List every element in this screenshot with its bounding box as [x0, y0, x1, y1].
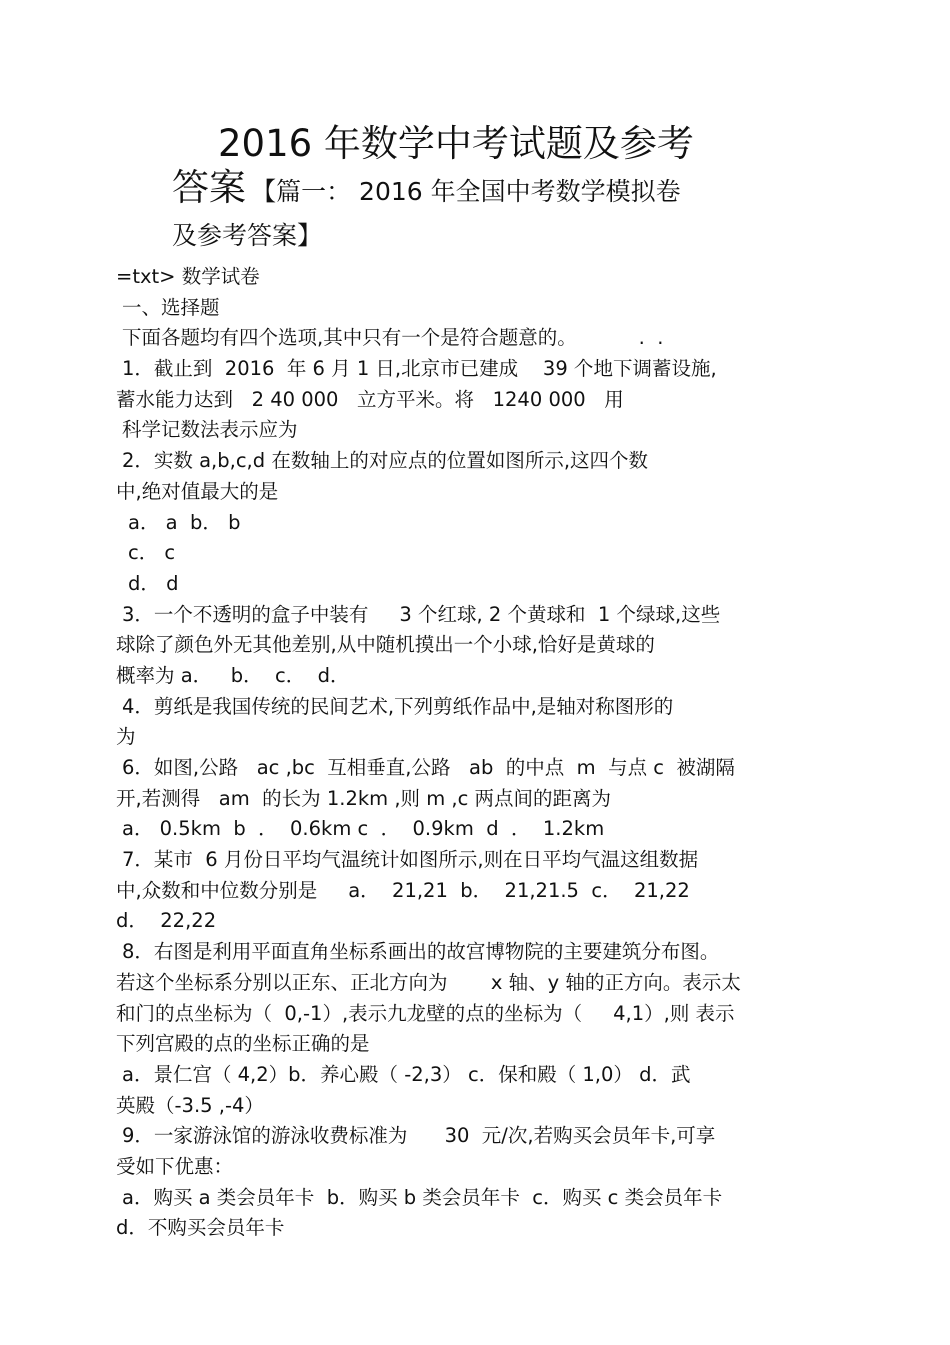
text-line: 下列宫殿的点的坐标正确的是 — [116, 1032, 370, 1056]
text-line: 受如下优惠： — [116, 1154, 234, 1178]
text-line: =txt> 数学试卷 — [116, 265, 260, 288]
text-line: 英殿（-3.5 ,-4） — [116, 1093, 264, 1117]
text-line: 2．实数 a,b,c,d 在数轴上的对应点的位置如图所示,这四个数 — [122, 449, 649, 473]
text-line: a． a b． b — [128, 510, 241, 534]
title-line-2-rest: 【篇一： 2016 年全国中考数学模拟卷 — [251, 177, 681, 206]
text-line: a． 0.5km b ． 0.6km c ． 0.9km d ． 1.2km — [122, 817, 605, 841]
text-line: 7．某市 6 月份日平均气温统计如图所示,则在日平均气温这组数据 — [122, 848, 699, 872]
title-line-2 — [172, 166, 772, 217]
text-line: 8．右图是利用平面直角坐标系画出的故宫博物院的主要建筑分布图。 — [122, 940, 720, 964]
text-line: 若这个坐标系分别以正东、正北方向为 x 轴、y 轴的正方向。表示太 — [116, 970, 741, 994]
text-line: 为 — [116, 725, 136, 749]
text-line: 和门的点坐标为（ 0,-1）,表示九龙壁的点的坐标为（ 4,1）,则 表示 — [116, 1001, 735, 1025]
text-line: 一、选择题 — [122, 295, 220, 319]
text-line: 4．剪纸是我国传统的民间艺术,下列剪纸作品中,是轴对称图形的 — [122, 694, 674, 718]
text-line: 球除了颜色外无其他差别,从中随机摸出一个小球,恰好是黄球的 — [116, 633, 655, 657]
text-line: d． d — [128, 571, 179, 595]
text-line: 下面各题均有四个选项,其中只有一个是符合题意的。 . . — [122, 326, 664, 350]
text-line: c． c — [128, 541, 176, 565]
text-line: 中,众数和中位数分别是 a． 21,21 b． 21,21.5 c． 21,22 — [116, 878, 690, 902]
document-body — [116, 262, 816, 1244]
text-line: 6．如图,公路 ac ,bc 互相垂直,公路 ab 的中点 m 与点 c 被湖隔 — [122, 756, 735, 779]
text-line: 1．截止到 2016 年 6 月 1 日,北京市已建成 39 个地下调蓄设施, — [122, 357, 717, 381]
text-line: d． 22,22 — [116, 909, 217, 933]
text-line: a．景仁宫（ 4,2）b．养心殿（ -2,3） c．保和殿（ 1,0） d．武 — [122, 1062, 691, 1086]
title-line-1: 2016 年数学中考试题及参考 — [218, 122, 694, 165]
text-line: 9．一家游泳馆的游泳收费标准为 30 元/次,若购买会员年卡,可享 — [122, 1124, 716, 1148]
title-line-3: 及参考答案】 — [172, 221, 323, 250]
text-line: 概率为 a． b． c． d． — [116, 663, 350, 687]
title-line-2-big: 答案 — [172, 166, 246, 209]
text-line: 科学记数法表示应为 — [122, 418, 298, 442]
text-line: a．购买 a 类会员年卡 b．购买 b 类会员年卡 c．购买 c 类会员年卡 — [122, 1185, 723, 1209]
text-line: d．不购买会员年卡 — [116, 1216, 285, 1240]
text-line: 蓄水能力达到 2 40 000 立方平米。将 1240 000 用 — [116, 387, 624, 411]
document-title — [172, 122, 772, 255]
text-line: 开,若测得 am 的长为 1.2km ,则 m ,c 两点间的距离为 — [116, 786, 612, 810]
text-line: 3．一个不透明的盒子中装有 3 个红球, 2 个黄球和 1 个绿球,这些 — [122, 602, 721, 626]
text-line: 中,绝对值最大的是 — [116, 479, 279, 503]
